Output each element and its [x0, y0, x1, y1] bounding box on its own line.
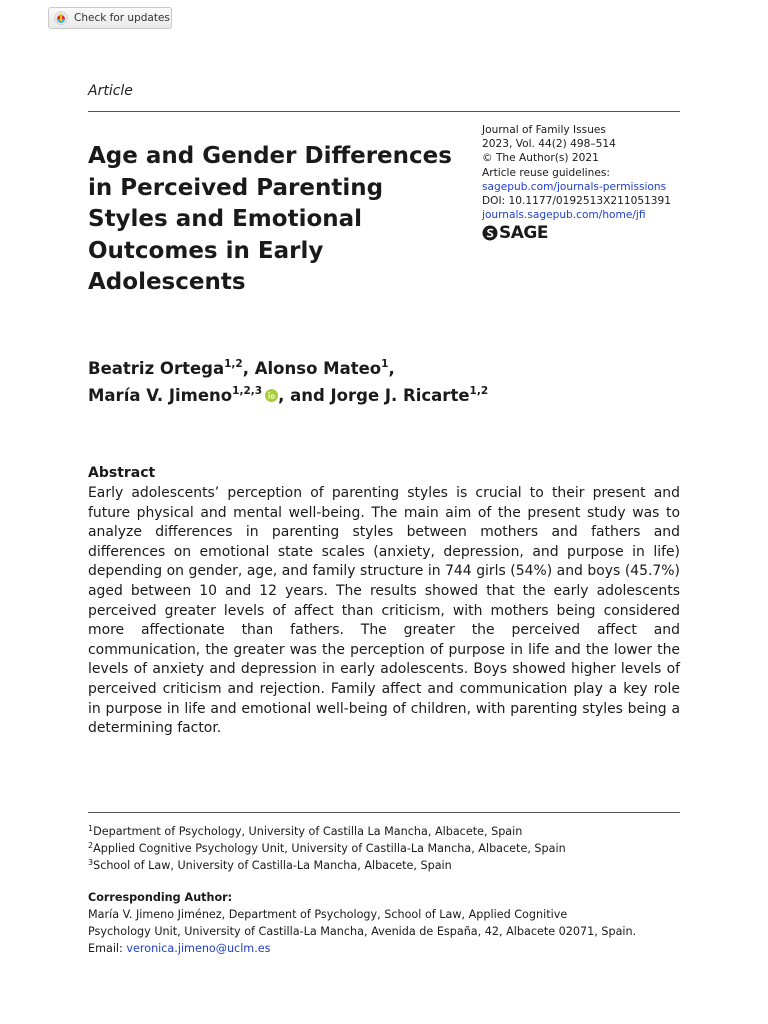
author-affiliation-sup: 1,2 — [469, 385, 489, 397]
corresponding-author — [88, 889, 688, 957]
article-title: Age and Gender Differences in Perceived Parenting Styles and Emotional Outcomes in Early Adolescents — [88, 143, 452, 295]
journal-info — [482, 123, 682, 244]
author-list: Beatriz Ortega$^{1,2}$, Alonso Mateo$^1$, María V. Jimeno$^{1,2,3}$ , and Jorge J. Ricarte$^{1,2}$ — [88, 358, 489, 405]
publisher-logo — [482, 223, 682, 244]
email-label: Email: — [88, 942, 127, 955]
abstract-heading: Abstract — [88, 465, 156, 481]
doi: DOI: 10.1177/0192513X211051391 — [482, 195, 672, 208]
journal-home-link[interactable]: journals.sagepub.com/home/jfi — [482, 209, 646, 222]
author-affiliation-sup: 1 — [381, 358, 389, 370]
journal-copyright: © The Author(s) 2021 — [482, 152, 599, 165]
corresponding-heading: Corresponding Author: — [88, 891, 233, 904]
affiliation-item: $^2$Applied Cognitive Psychology Unit, University of Castilla-La Mancha, Albacete, Spain — [88, 841, 566, 855]
corresponding-line: Psychology Unit, University of Castilla-La Mancha, Avenida de España, 42, Albacete 02071, Spain. — [88, 925, 637, 938]
reuse-link[interactable]: sagepub.com/journals-permissions — [482, 180, 667, 193]
header-divider — [88, 111, 680, 112]
author-name: María V. Jimeno — [88, 386, 233, 405]
affiliation-item: $^1$Department of Psychology, University of Castilla La Mancha, Albacete, Spain — [88, 824, 523, 838]
journal-name: Journal of Family Issues — [482, 124, 606, 136]
corresponding-line: María V. Jimeno Jiménez, Department of Psychology, School of Law, Applied Cognitive — [88, 908, 568, 921]
reuse-label: Article reuse guidelines: — [482, 166, 610, 179]
publisher-name: SAGE — [499, 223, 548, 244]
orcid-icon[interactable] — [265, 389, 278, 402]
author-name: Alonso Mateo — [254, 359, 382, 378]
author-affiliation-sup: 1,2 — [224, 358, 243, 370]
journal-citation: 2023, Vol. 44(2) 498–514 — [482, 138, 616, 151]
affiliations — [88, 823, 688, 874]
affiliation-item: $^3$School of Law, University of Castilla-La Mancha, Albacete, Spain — [88, 858, 452, 872]
author-name: Beatriz Ortega — [88, 359, 225, 378]
crossmark-icon — [54, 11, 68, 25]
abstract-text: Early adolescents’ perception of parenting styles is crucial to their present and future physical and mental well-being. The main aim of the present study was to analyze differences in parenting styles between mothers and fathers and differences on emotional state scales (anxiety, depression, and purpose in life) depending on gender, age, and family structure in 744 girls (54%) and boys (45.7%) aged between 10 and 12 years. The results showed that the early adolescents perceived greater levels of affect than criticism, with mothers being considered more affectionate than fathers. The greater the perceived affect and communication, the greater was the perception of purpose in life and the lower the levels of anxiety and depression in early adolescents. Boys showed higher levels of perceived criticism and rejection. Family affect and communication play a key role in purpose in life and emotional well-being of children, with parenting styles being a determining factor. — [88, 485, 680, 737]
email-link[interactable]: veronica.jimeno@uclm.es — [126, 942, 271, 955]
sage-s-icon — [482, 225, 498, 241]
check-for-updates-button[interactable] — [48, 7, 172, 29]
check-for-updates-label: Check for updates — [74, 12, 170, 24]
footnote-divider — [88, 812, 680, 813]
author-affiliation-sup: 1,2,3 — [232, 385, 263, 397]
author-name: Jorge J. Ricarte — [330, 386, 470, 405]
article-type-label: Article — [88, 83, 133, 99]
